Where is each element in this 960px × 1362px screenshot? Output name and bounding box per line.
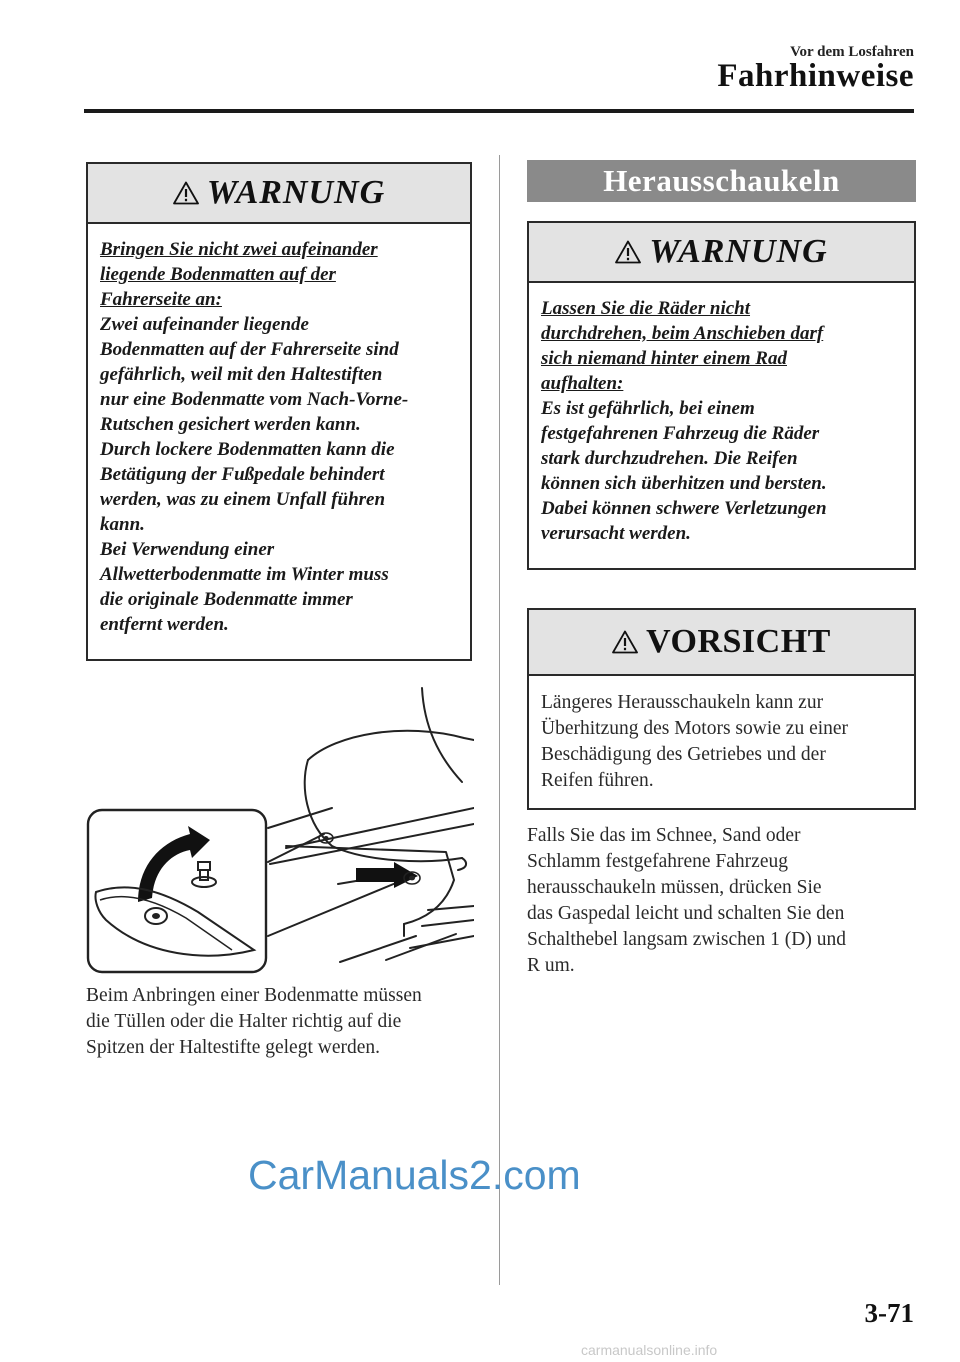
caution-header [529,610,914,676]
warning-text-line: die originale Bodenmatte immer [100,589,353,610]
section-heading: Herausschaukeln [527,160,916,202]
caution-text-line: Beschädigung des Getriebes und der [541,744,826,765]
header-rule [84,109,914,113]
caution-body [529,676,914,808]
floor-mat-illustration [86,686,474,976]
warning-text-line: gefährlich, weil mit den Haltestiften [100,364,383,385]
warning-title: WARNUNG [649,233,828,270]
rocking-instructions [527,823,927,979]
left-column [86,162,472,661]
warning-body [88,224,470,659]
page-title: Fahrhinweise [717,58,914,94]
caption-line: die Tüllen oder die Halter richtig auf die [86,1011,402,1032]
warning-text-line: Zwei aufeinander liegende [100,314,309,335]
warning-lead-line: Fahrerseite an: [100,289,222,310]
warning-text-line: kann. [100,514,145,535]
caption-line: Spitzen der Haltestifte gelegt werden. [86,1037,381,1058]
warning-header [88,164,470,224]
paragraph-line: Schalthebel langsam zwischen 1 (D) und [527,929,846,950]
warning-text-line: nur eine Bodenmatte vom Nach-Vorne- [100,389,409,410]
warning-text-line: Betätigung der Fußpedale behindert [100,464,385,485]
warning-text-line: Allwetterbodenmatte im Winter muss [100,564,389,585]
warning-triangle-icon [612,630,638,654]
caution-title: VORSICHT [646,623,831,660]
warning-body [529,283,914,568]
caution-text-line: Überhitzung des Motors sowie zu einer [541,718,849,739]
caption-line: Beim Anbringen einer Bodenmatte müssen [86,985,422,1006]
warning-text-line: festgefahrenen Fahrzeug die Räder [541,423,820,444]
paragraph-line: Schlamm festgefahrene Fahrzeug [527,851,788,872]
paragraph-line: das Gaspedal leicht und schalten Sie den [527,903,845,924]
warning-text-line: Bei Verwendung einer [100,539,275,560]
paragraph-line: Falls Sie das im Schnee, Sand oder [527,825,801,846]
caution-text-line: Reifen führen. [541,770,654,791]
warning-text-line: stark durchzudrehen. Die Reifen [541,448,798,469]
warning-header [529,223,914,283]
warning-text-line: Durch lockere Bodenmatten kann die [100,439,395,460]
warning-title: WARNUNG [206,174,386,211]
warning-triangle-icon [615,240,641,264]
watermark-logo: CarManuals2.com [248,1152,581,1198]
illustration-caption [86,983,486,1061]
warning-text-line: können sich überhitzen und bersten. [541,473,827,494]
footer-watermark: carmanualsonline.info [581,1342,718,1358]
warning-text-line: entfernt werden. [100,614,229,635]
warning-lead-line: durchdrehen, beim Anschieben darf [541,323,824,344]
paragraph-line: R um. [527,955,575,976]
column-divider [499,155,500,1285]
header-section-label: Vor dem Losfahren [790,44,914,60]
warning-text-line: Dabei können schwere Verletzungen [541,498,827,519]
page-number: 3-71 [864,1298,914,1328]
warning-text-line: werden, was zu einem Unfall führen [100,489,386,510]
warning-text-line: Rutschen gesichert werden kann. [100,414,361,435]
caution-text-line: Längeres Herausschaukeln kann zur [541,692,824,713]
paragraph-line: herausschaukeln müssen, drücken Sie [527,877,822,898]
caution-box [527,608,916,810]
warning-box-rocking [527,221,916,570]
warning-text-line: Es ist gefährlich, bei einem [541,398,755,419]
warning-text-line: Bodenmatten auf der Fahrerseite sind [100,339,399,360]
warning-lead-line: sich niemand hinter einem Rad [541,348,787,369]
warning-lead-line: Lassen Sie die Räder nicht [541,298,751,319]
right-column [527,160,916,810]
warning-text-line: verursacht werden. [541,523,691,544]
warning-box-floor-mats [86,162,472,661]
warning-triangle-icon [173,181,199,205]
warning-lead-line: liegende Bodenmatten auf der [100,264,336,285]
warning-lead-line: aufhalten: [541,373,624,394]
warning-lead-line: Bringen Sie nicht zwei aufeinander [100,239,378,260]
